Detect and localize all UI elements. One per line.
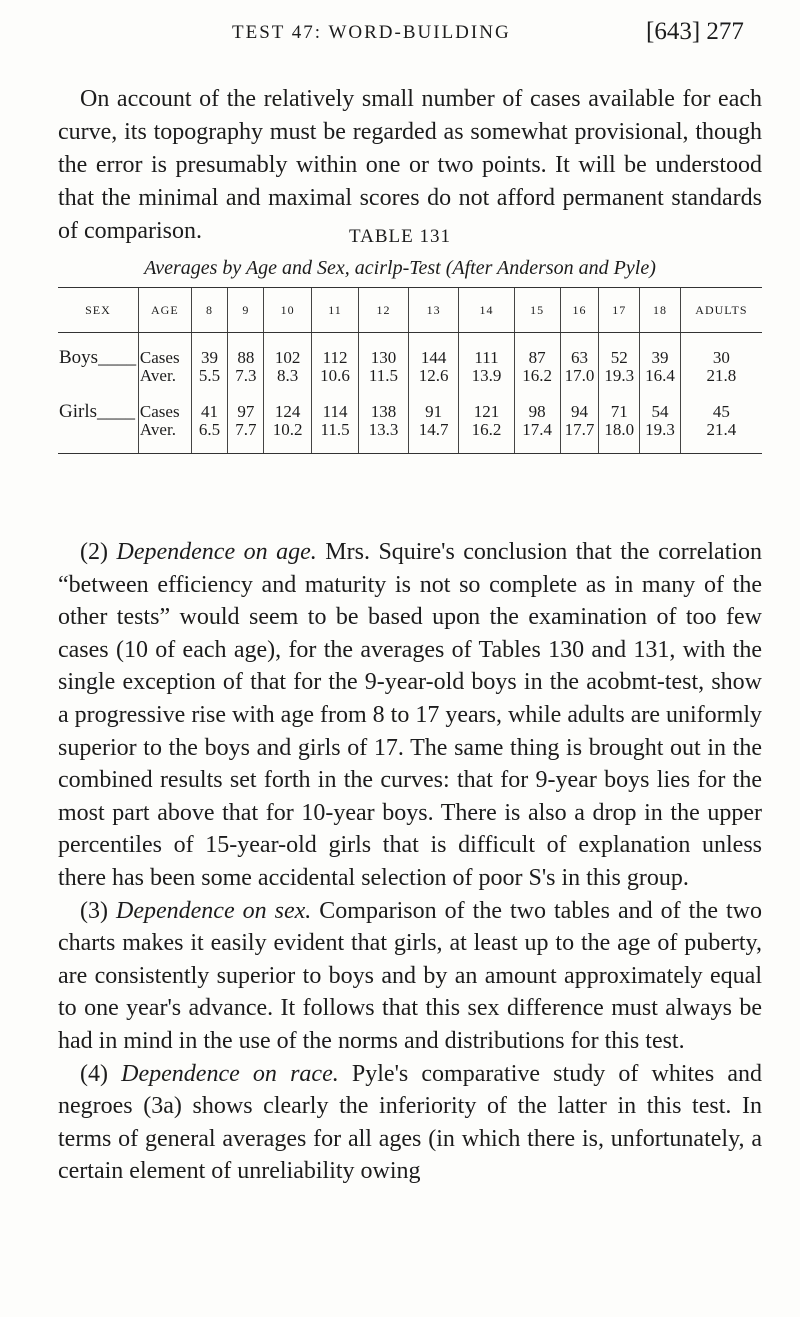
sections [58, 536, 762, 1188]
value-cell: 12.6 [408, 367, 459, 395]
col-header: SEX [58, 288, 138, 333]
data-table [58, 287, 762, 454]
value-cell: 91 [408, 395, 459, 421]
value-cell: 17.7 [560, 421, 599, 454]
table-row [58, 395, 762, 421]
value-cell: 54 [640, 395, 681, 421]
intro-paragraph [58, 83, 762, 248]
value-cell: 8.3 [264, 367, 311, 395]
section-heading: Dependence on age. [116, 539, 317, 565]
value-cell: 52 [599, 333, 640, 368]
value-cell: 17.0 [560, 367, 599, 395]
value-cell: 41 [191, 395, 227, 421]
value-cell: 71 [599, 395, 640, 421]
table-row [58, 367, 762, 395]
value-cell: 19.3 [640, 421, 681, 454]
value-cell: 144 [408, 333, 459, 368]
col-header: 13 [408, 288, 459, 333]
table-title: TABLE 131 [349, 226, 451, 247]
value-cell: 87 [514, 333, 560, 368]
col-header: 9 [228, 288, 264, 333]
sex-cell [58, 367, 138, 395]
value-cell: 102 [264, 333, 311, 368]
value-cell: 98 [514, 395, 560, 421]
value-cell: 39 [640, 333, 681, 368]
value-cell: 13.3 [359, 421, 409, 454]
col-header: 17 [599, 288, 640, 333]
value-cell: 111 [459, 333, 514, 368]
value-cell: 10.2 [264, 421, 311, 454]
value-cell: 17.4 [514, 421, 560, 454]
row-label: Aver. [138, 367, 191, 395]
value-cell: 5.5 [191, 367, 227, 395]
sex-cell [58, 421, 138, 454]
row-label: Cases [138, 395, 191, 421]
value-cell: 30 [680, 333, 762, 368]
value-cell: 21.8 [680, 367, 762, 395]
table-caption: Averages by Age and Sex, acirlp-Test (After Anderson and Pyle) [144, 257, 656, 279]
value-cell: 13.9 [459, 367, 514, 395]
value-cell: 130 [359, 333, 409, 368]
section-race [58, 1058, 762, 1188]
section-sex [58, 895, 762, 1058]
value-cell: 124 [264, 395, 311, 421]
value-cell: 21.4 [680, 421, 762, 454]
value-cell: 7.3 [228, 367, 264, 395]
section-text: Pyle's comparative study of whites and negroes (3a) shows clearly the inferiority of the latter in this test. In terms of general averages for all ages (in which there is, unfortunately, a certain element of unreliability owing [58, 1060, 762, 1185]
intro-text: On account of the relatively small number of cases available for each curve, its topography must be regarded as somewhat provisional, though the error is presumably within one or two points. It will be understood that the minimal and maximal scores do not afford permanent standards of comparison. [58, 86, 762, 244]
col-header: 11 [311, 288, 358, 333]
section-text: Comparison of the two tables and of the two charts makes it easily evident that girls, at least up to the age of puberty, are consistently superior to boys and by an amount approximately equal to one year's advance. It follows that this sex difference must always be had in mind in the use of the norms and distributions for this test. [58, 897, 762, 1054]
col-header: 12 [359, 288, 409, 333]
table-row [58, 333, 762, 368]
sex-cell: Boys____ [59, 347, 137, 368]
value-cell: 16.4 [640, 367, 681, 395]
value-cell: 14.7 [408, 421, 459, 454]
page-number: [643] 277 [646, 18, 744, 45]
value-cell: 18.0 [599, 421, 640, 454]
running-header [0, 14, 800, 54]
value-cell: 16.2 [459, 421, 514, 454]
value-cell: 63 [560, 333, 599, 368]
section-number: (4) [80, 1060, 108, 1087]
row-label: Aver. [138, 421, 191, 454]
sex-cell: Girls____ [59, 401, 135, 422]
section-age [58, 536, 762, 895]
value-cell: 45 [680, 395, 762, 421]
section-text: Mrs. Squire's conclusion that the correlation “between efficiency and maturity is not so complete as in many of the other tests” would seem to be based upon the examination of too few cases (10 of each age), for the averages of Tables 130 and 131, with the single exception of that for the 9-year-old boys in the acobmt-test, show a progressive rise with age from 8 to 17 years, while adults are uniformly superior to the boys and girls of 17. The same thing is brought out in the combined results set forth in the curves: that for 9-year boys lies for the most part above that for 10-year boys. There is also a drop in the upper percentiles of 15-year-old girls that is difficult of explanation unless there has been some accidental selection of poor S's in this group. [58, 539, 763, 891]
col-header: ADULTS [680, 288, 762, 333]
value-cell: 138 [359, 395, 409, 421]
col-header: 8 [191, 288, 227, 333]
col-header: 16 [560, 288, 599, 333]
value-cell: 11.5 [359, 367, 409, 395]
value-cell: 114 [311, 395, 358, 421]
value-cell: 6.5 [191, 421, 227, 454]
section-number: (2) [80, 539, 108, 565]
col-header: 18 [640, 288, 681, 333]
section-heading: Dependence on race. [121, 1060, 339, 1087]
table-row [58, 421, 762, 454]
col-header: 15 [514, 288, 560, 333]
value-cell: 11.5 [311, 421, 358, 454]
value-cell: 121 [459, 395, 514, 421]
value-cell: 94 [560, 395, 599, 421]
value-cell: 7.7 [228, 421, 264, 454]
value-cell: 16.2 [514, 367, 560, 395]
value-cell: 97 [228, 395, 264, 421]
value-cell: 19.3 [599, 367, 640, 395]
value-cell: 88 [228, 333, 264, 368]
col-header: 10 [264, 288, 311, 333]
running-title: TEST 47: WORD-BUILDING [232, 22, 511, 43]
section-heading: Dependence on sex. [116, 897, 312, 924]
table-header-row [58, 288, 762, 333]
value-cell: 112 [311, 333, 358, 368]
section-number: (3) [80, 897, 108, 924]
col-header: AGE [138, 288, 191, 333]
col-header: 14 [459, 288, 514, 333]
value-cell: 39 [191, 333, 227, 368]
row-label: Cases [138, 333, 191, 368]
value-cell: 10.6 [311, 367, 358, 395]
